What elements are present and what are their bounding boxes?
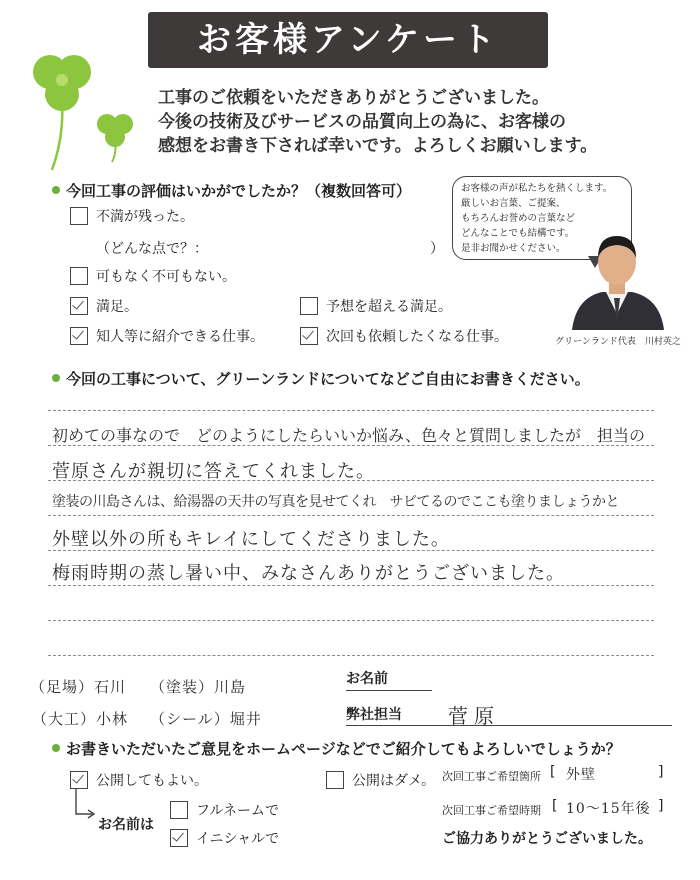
bullet-icon — [52, 186, 60, 194]
handwritten-comment: 塗装の川島さんは、給湯器の天井の写真を見せてくれ サビてるのでここも塗りましょうかと — [52, 494, 619, 510]
staff-note-toso: （塗装）川島 — [150, 678, 247, 696]
option-label: 公開はダメ。 — [352, 773, 436, 789]
comment-rule — [48, 585, 654, 586]
reason-field[interactable] — [96, 238, 444, 258]
option-label: 知人等に紹介できる仕事。 — [96, 329, 264, 345]
name-label: お名前 — [346, 671, 388, 687]
tanto-underline — [346, 725, 672, 726]
photo-caption: グリーンランド代表 川村英之 — [555, 337, 681, 347]
next-place-label: 次回工事ご希望箇所 — [442, 770, 541, 783]
intro-text — [158, 86, 678, 158]
name-display-prefix: お名前は — [98, 817, 154, 833]
option-label: イニシャルで — [196, 831, 280, 847]
checkbox-checked[interactable] — [300, 327, 318, 345]
bubble-line: 厳しいお言葉、ご提案、 — [461, 198, 566, 209]
option-label: 次回も依頼したくなる仕事。 — [326, 329, 508, 345]
option-label: 公開してもよい。 — [96, 773, 208, 789]
intro-line: 今後の技術及びサービスの品質向上の為に、お客様の — [158, 112, 566, 132]
comment-rule — [48, 515, 654, 516]
option-dissatisfied[interactable] — [70, 206, 194, 226]
option-label: 不満が残った。 — [96, 209, 194, 225]
option-neutral[interactable] — [70, 266, 236, 286]
next-place-close-bracket: ] — [658, 764, 664, 780]
option-public-no[interactable] — [326, 770, 435, 790]
reason-open: （どんな点で？： — [96, 241, 208, 257]
bubble-line: もちろんお誉めの言葉など — [461, 213, 576, 224]
checkbox-checked[interactable] — [170, 829, 188, 847]
option-initial[interactable] — [170, 828, 279, 848]
option-recommendable[interactable] — [70, 326, 264, 346]
option-satisfied[interactable] — [70, 296, 138, 316]
arrow-connector-icon — [74, 788, 96, 820]
bullet-icon — [52, 374, 60, 382]
option-public-yes[interactable] — [70, 770, 208, 790]
tanto-value: 菅原 — [448, 704, 500, 728]
title-band — [148, 12, 548, 68]
checkbox[interactable] — [70, 207, 88, 225]
staff-note-daiku: （大工）小林 — [32, 710, 129, 728]
option-label: 予想を超える満足。 — [326, 299, 452, 315]
comment-rule — [48, 655, 654, 656]
handwritten-comment: 初めての事なので どのようにしたらいいか悩み、色々と質問しましたが 担当の — [52, 426, 645, 445]
tanto-label: 弊社担当 — [346, 707, 402, 723]
next-time-label: 次回工事ご希望時期 — [442, 804, 541, 817]
staff-note-ashiba: （足場）石川 — [30, 678, 127, 696]
next-place-value[interactable]: 外壁 — [566, 767, 596, 783]
checkbox[interactable] — [170, 801, 188, 819]
president-photo — [562, 222, 672, 330]
handwritten-comment: 梅雨時期の蒸し暑い中、みなさんありがとうございました。 — [52, 563, 565, 584]
intro-line: 工事のご依頼をいただきありがとうございました。 — [158, 88, 549, 108]
checkbox-checked[interactable] — [70, 327, 88, 345]
q1-heading-text: 今回工事の評価はいかがでしたか？（複数回答可） — [66, 182, 412, 200]
bubble-line: 是非お聞かせください。 — [461, 243, 566, 254]
q2-heading-text: 今回の工事について、グリーンランドについてなどご自由にお書きください。 — [66, 370, 590, 388]
bullet-icon — [52, 744, 60, 752]
checkbox[interactable] — [300, 297, 318, 315]
handwritten-comment: 菅原さんが親切に答えてくれました。 — [52, 461, 375, 482]
option-label: 満足。 — [96, 299, 138, 315]
option-beyond-expectation[interactable] — [300, 296, 452, 316]
checkbox-checked[interactable] — [70, 771, 88, 789]
option-fullname[interactable] — [170, 800, 279, 820]
intro-line: 感想をお書き下されば幸いです。よろしくお願いします。 — [158, 136, 598, 156]
reason-close: ） — [430, 241, 444, 257]
thanks-text: ご協力ありがとうございました。 — [442, 831, 652, 847]
next-time-open-bracket: [ — [552, 798, 558, 814]
page-title: お客様アンケート — [197, 20, 499, 60]
checkbox[interactable] — [326, 771, 344, 789]
next-time-value[interactable]: 10〜15年後 — [566, 801, 651, 817]
q3-heading — [52, 738, 621, 759]
q2-heading — [52, 368, 590, 389]
bubble-line: どんなことでも結構です。 — [461, 228, 575, 239]
comment-rule — [48, 410, 654, 411]
q3-heading-text: お書きいただいたご意見をホームページなどでご紹介してもよろしいでしょうか？ — [66, 740, 621, 758]
option-request-again[interactable] — [300, 326, 508, 346]
option-label: フルネームで — [196, 803, 280, 819]
checkbox-checked[interactable] — [70, 297, 88, 315]
handwritten-comment: 外壁以外の所もキレイにしてくださりました。 — [52, 529, 450, 550]
staff-note-seal: （シール）堀井 — [150, 710, 262, 728]
q1-heading — [52, 180, 411, 201]
clover-small-icon — [90, 108, 140, 163]
checkbox[interactable] — [70, 267, 88, 285]
next-place-open-bracket: [ — [550, 764, 556, 780]
option-label: 可もなく不可もない。 — [96, 269, 236, 285]
comment-rule — [48, 620, 654, 621]
bubble-line: お客様の声が私たちを熱くします。 — [461, 183, 613, 194]
name-underline — [346, 690, 432, 691]
next-time-close-bracket: ] — [658, 798, 664, 814]
